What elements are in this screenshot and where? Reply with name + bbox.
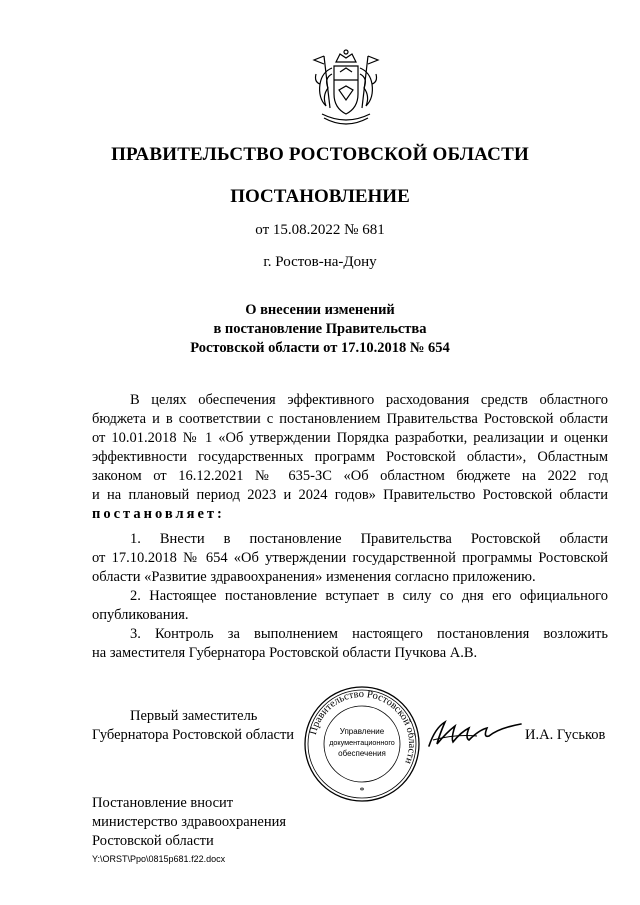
- signer-position-line2: Губернатора Ростовской области: [92, 727, 295, 743]
- text-line: на заместителя Губернатора Ростовской области Пучкова А.В.: [92, 645, 478, 661]
- text-line: 1. Внести в постановление Правительства Ростовской области: [130, 531, 608, 547]
- official-stamp-icon: [302, 684, 422, 804]
- text-line: 2. Настоящее постановление вступает в силу со дня его официального: [130, 588, 608, 604]
- text-line: бюджета и в соответствии с постановлением Правительства Ростовской области: [92, 411, 608, 427]
- handwritten-signature-icon: [425, 714, 525, 750]
- item-2-paragraph: [92, 587, 608, 625]
- text-line: В целях обеспечения эффективного расходования средств областного: [130, 392, 608, 408]
- subject-line: в постановление Правительства: [213, 321, 427, 337]
- file-path: Y:\ORST\Ppo\0815p681.f22.docx: [92, 854, 226, 864]
- svg-text:Правительство Ростовской облас: Правительство Ростовской области: [307, 688, 418, 766]
- svg-text:Управление: Управление: [339, 727, 385, 736]
- signer-name: И.А. Гуськов: [525, 727, 606, 743]
- footer-line: министерство здравоохранения: [92, 814, 287, 830]
- text-line: законом от 16.12.2021 № 635-ЗС «Об областном бюджете на 2022 год: [92, 468, 608, 484]
- text-line: и на плановый период 2023 и 2024 годов» Правительство Ростовской области: [92, 487, 608, 503]
- doc-type-title: ПОСТАНОВЛЕНИЕ: [230, 186, 410, 207]
- decree-word: постановляет:: [92, 506, 225, 522]
- text-line: эффективности государственных программ Ростовской области», Областным: [92, 449, 608, 465]
- footer-line: Ростовской области: [92, 833, 214, 849]
- text-line: от 17.10.2018 № 654 «Об утверждении государственной программы Ростовской: [92, 550, 608, 566]
- subject-heading: [0, 301, 640, 358]
- subject-line: Ростовской области от 17.10.2018 № 654: [190, 340, 450, 356]
- footer-line: Постановление вносит: [92, 795, 234, 811]
- text-line: области «Развитие здравоохранения» изменения согласно приложению.: [92, 569, 536, 585]
- preamble-paragraph: [92, 391, 608, 524]
- signer-position-line1: Первый заместитель: [130, 708, 258, 724]
- item-1-paragraph: [92, 530, 608, 587]
- text-line: опубликования.: [92, 607, 189, 623]
- text-line: от 10.01.2018 № 1 «Об утверждении Порядка разработки, реализации и оценки: [92, 430, 608, 446]
- city-name: г. Ростов-на-Дону: [263, 254, 377, 270]
- coat-of-arms-icon: [310, 48, 382, 130]
- date-number: от 15.08.2022 № 681: [255, 222, 385, 238]
- svg-text:обеспечения: обеспечения: [338, 749, 386, 758]
- svg-text:*: *: [359, 786, 365, 797]
- text-line: 3. Контроль за выполнением настоящего постановления возложить: [130, 626, 608, 642]
- svg-text:документационного: документационного: [329, 738, 395, 747]
- org-title: ПРАВИТЕЛЬСТВО РОСТОВСКОЙ ОБЛАСТИ: [111, 144, 529, 165]
- subject-line: О внесении изменений: [245, 302, 395, 318]
- item-3-paragraph: [92, 625, 608, 663]
